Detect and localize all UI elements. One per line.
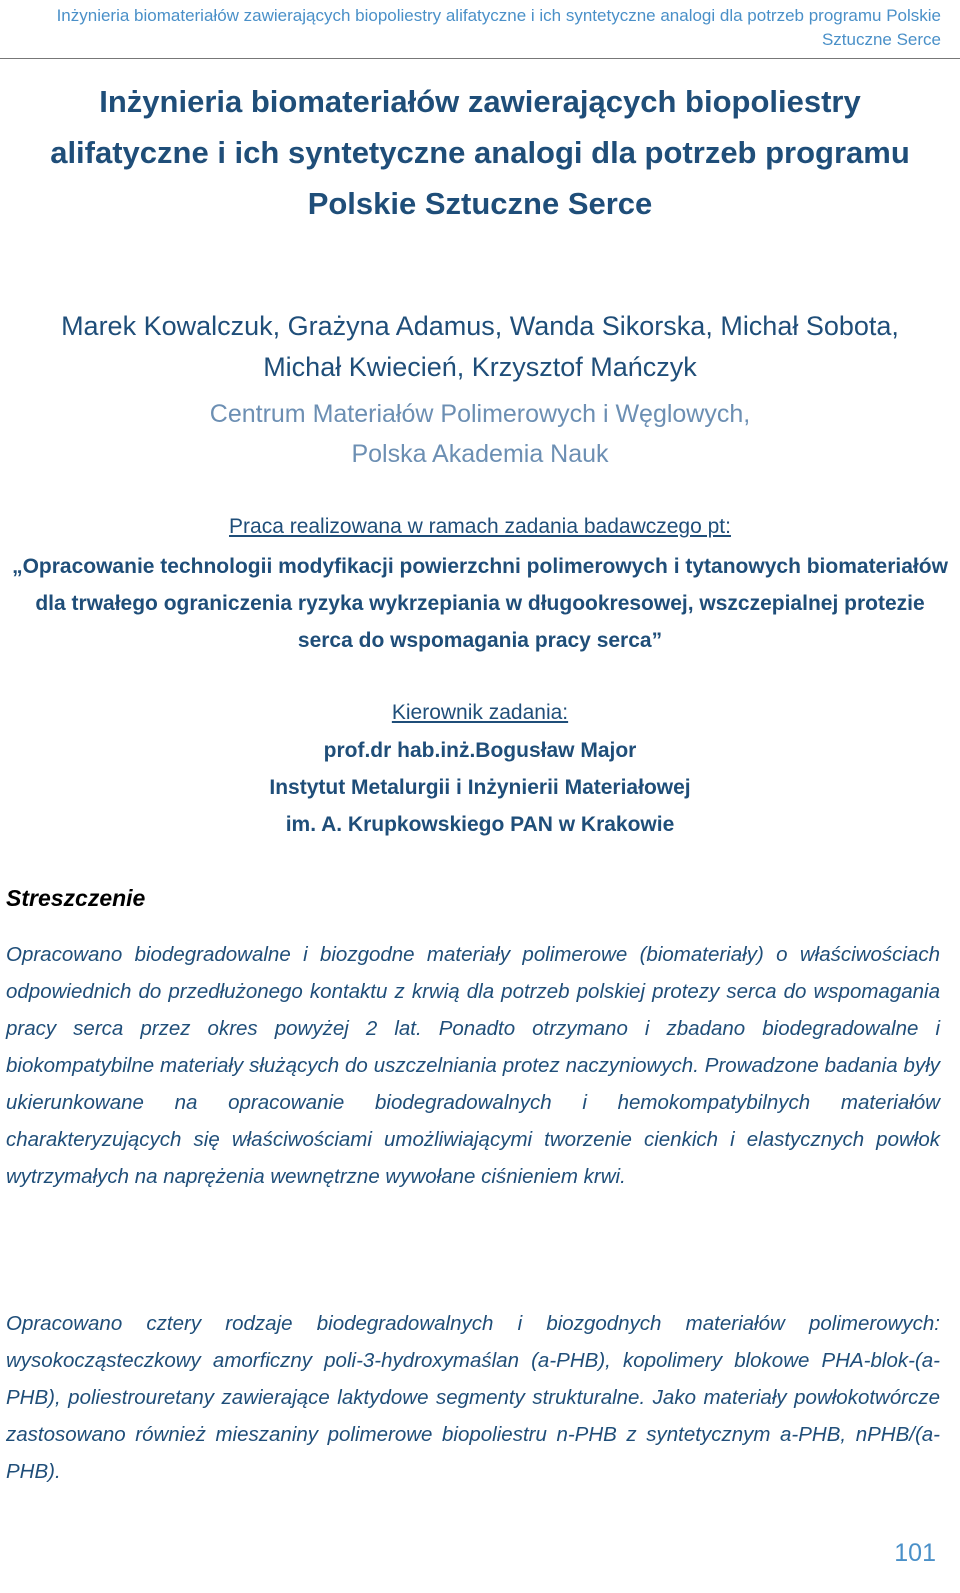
leader-institute: Instytut Metalurgii i Inżynierii Materiałowej	[269, 776, 691, 799]
abstract-paragraph: Opracowano cztery rodzaje biodegradowalnych i biozgodnych materiałów polimerowych: wysokocząsteczkowy amorficzny poli-3-hydroxymaślan (a-PHB), kopolimery blokowe PHA-blok-(a-PHB), poliestrouretany zawierające laktydowe segmenty strukturalne. Jako materiały powłokotwórcze zastosowano również mieszaniny polimerowe biopoliestru n-PHB z syntetycznym a-PHB, nPHB/(a-PHB).	[6, 1312, 940, 1483]
running-header: Inżynieria biomateriałów zawierających biopoliestry alifatyczne i ich syntetyczne analogi dla potrzeb programu Polskie Sztuczne Serce	[56, 6, 941, 49]
paper-title: Inżynieria biomateriałów zawierających biopoliestry alifatyczne i ich syntetyczne analogi dla potrzeb programu Polskie Sztuczne Serce	[50, 84, 910, 221]
affiliation-line: Polska Akademia Nauk	[351, 440, 609, 468]
author-list	[20, 306, 940, 388]
affiliation-line: Centrum Materiałów Polimerowych i Węglowych,	[209, 400, 751, 428]
abstract-paragraph: Opracowano biodegradowalne i biozgodne materiały polimerowe (biomateriały) o właściwościach odpowiednich do przedłużonego kontaktu z krwią dla potrzeb polskiej protezy serca do wspomagania pracy serca przez okres powyżej 2 lat. Ponadto otrzymano i zbadano biodegradowalne i biokompatybilne materiały służących do uszczelniania protez naczyniowych. Prowadzone badania były ukierunkowane na opracowanie biodegradowalnych i hemokompatybilnych materiałów charakteryzujących się właściwościami umożliwiającymi tworzenie cienkich i elastycznych powłok wytrzymałych na naprężenia wewnętrzne wywołane ciśnieniem krwi.	[6, 943, 940, 1188]
affiliation	[20, 394, 940, 474]
author-line: Marek Kowalczuk, Grażyna Adamus, Wanda Sikorska, Michał Sobota,	[61, 311, 899, 341]
task-leader	[20, 732, 940, 843]
leader-label: Kierownik zadania:	[391, 701, 569, 724]
task-label: Praca realizowana w ramach zadania badawczego pt:	[229, 515, 731, 538]
page-number: 101	[894, 1539, 936, 1567]
header-divider	[0, 58, 960, 59]
leader-institute: im. A. Krupkowskiego PAN w Krakowie	[285, 813, 675, 836]
task-title: „Opracowanie technologii modyfikacji powierzchni polimerowych i tytanowych biomateriałów dla trwałego ograniczenia ryzyka wykrzepiania w długookresowej, wszczepialnej protezie serca do wspomagania pracy serca”	[12, 555, 948, 652]
leader-name: prof.dr hab.inż.Bogusław Major	[323, 739, 637, 762]
abstract-heading: Streszczenie	[6, 885, 146, 911]
author-line: Michał Kwiecień, Krzysztof Mańczyk	[263, 352, 697, 382]
